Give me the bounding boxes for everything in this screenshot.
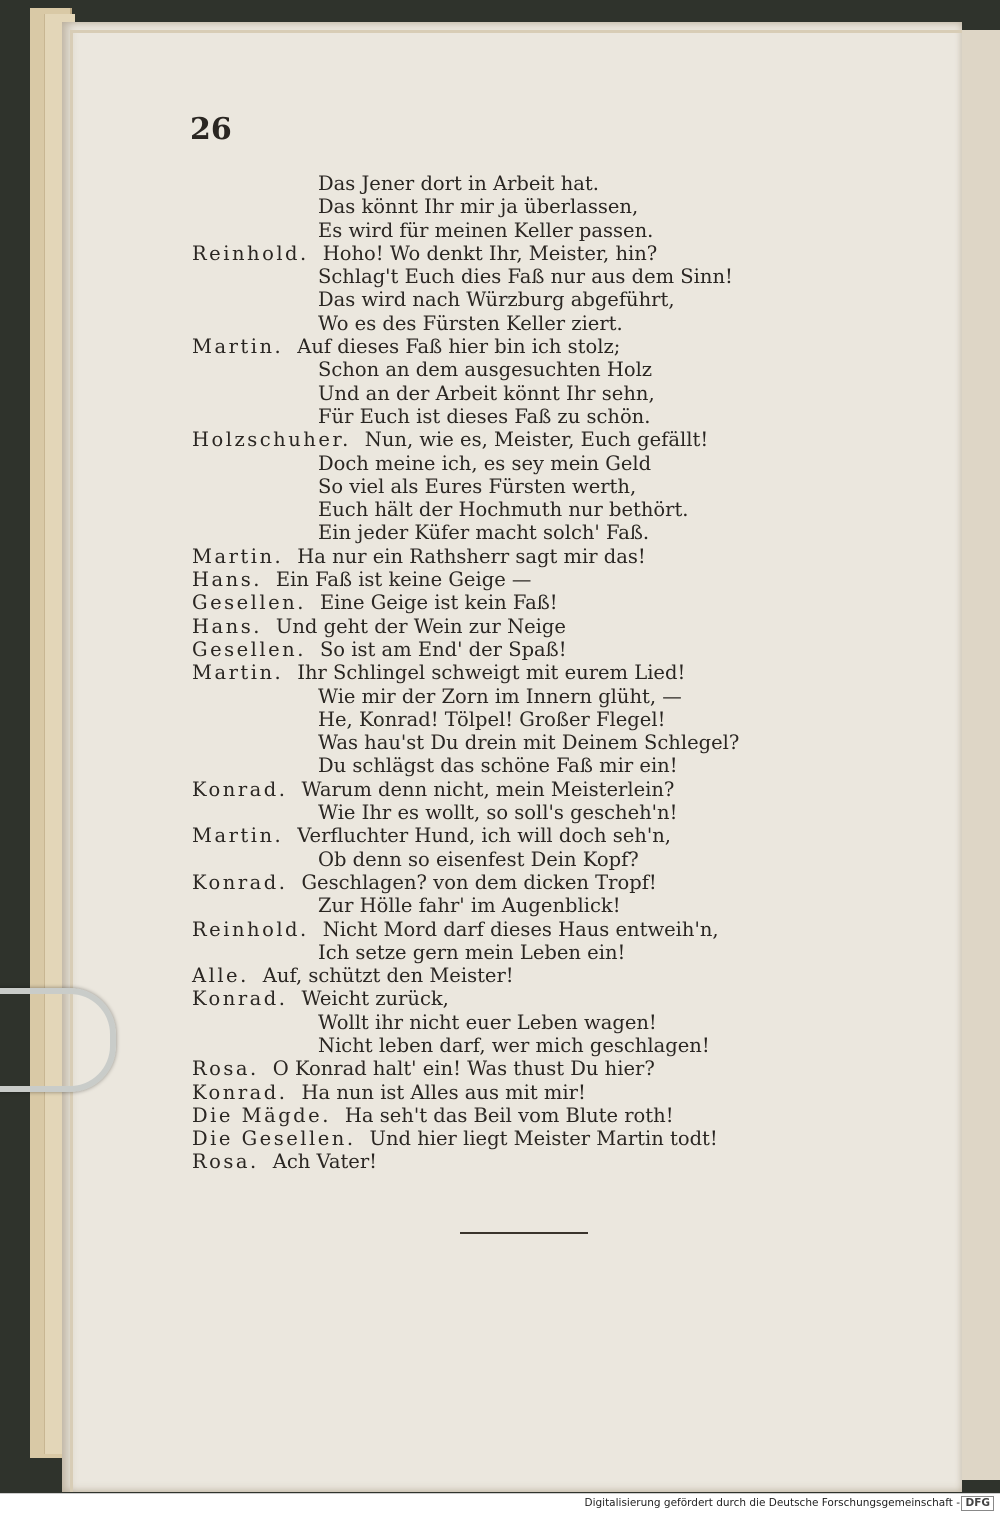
dialogue-text: Hoho! Wo denkt Ihr, Meister, hin? <box>322 241 658 265</box>
text-line <box>192 382 772 405</box>
text-line <box>192 312 772 335</box>
text-line <box>192 1011 772 1034</box>
page-number: 26 <box>190 112 232 147</box>
dialogue-text: Doch meine ich, es sey mein Geld <box>318 451 652 475</box>
dialogue-text: Schon an dem ausgesuchten Holz <box>318 358 653 382</box>
text-line <box>192 1150 772 1173</box>
text-line <box>192 1057 772 1080</box>
dialogue-text: Es wird für meinen Keller passen. <box>318 218 654 242</box>
speaker-name: Martin. <box>192 661 284 685</box>
text-line <box>192 568 772 591</box>
dialogue-text: Eine Geige ist kein Faß! <box>319 591 558 615</box>
speaker-name: Gesellen. <box>192 591 306 615</box>
speaker-name: Gesellen. <box>192 637 306 661</box>
text-line <box>192 987 772 1010</box>
text-line <box>192 638 772 661</box>
speaker-name: Konrad. <box>192 1080 288 1104</box>
speaker-name: Rosa. <box>192 1057 259 1081</box>
text-line <box>192 685 772 708</box>
text-line <box>192 428 772 451</box>
dialogue-text: Wie mir der Zorn im Innern glüht, — <box>318 684 682 708</box>
dialogue-text: Ach Vater! <box>272 1150 377 1174</box>
speaker-name: Die Gesellen. <box>192 1127 356 1151</box>
dialogue-text: Das Jener dort in Arbeit hat. <box>318 172 599 195</box>
text-line <box>192 1034 772 1057</box>
dialogue-text: He, Konrad! Tölpel! Großer Flegel! <box>318 707 666 731</box>
speaker-name: Hans. <box>192 614 262 638</box>
text-line <box>192 894 772 917</box>
dialogue-text: Verfluchter Hund, ich will doch seh'n, <box>297 824 671 848</box>
text-line <box>192 591 772 614</box>
dialogue-text: Auf dieses Faß hier bin ich stolz; <box>297 335 621 359</box>
text-line <box>192 265 772 288</box>
speaker-name: Alle. <box>192 964 249 988</box>
speaker-name: Reinhold. <box>192 241 309 265</box>
speaker-name: Rosa. <box>192 1150 259 1174</box>
text-line <box>192 848 772 871</box>
dfg-logo[interactable]: DFG <box>961 1496 994 1511</box>
speaker-name: Hans. <box>192 568 262 592</box>
speaker-name: Martin. <box>192 544 284 568</box>
dialogue-text: Das könnt Ihr mir ja überlassen, <box>318 195 639 219</box>
dialogue-text: Schlag't Euch dies Faß nur aus dem Sinn! <box>318 265 733 289</box>
dialogue-text: Nun, wie es, Meister, Euch gefällt! <box>364 428 709 452</box>
dialogue-text: Weicht zurück, <box>301 987 449 1011</box>
dialogue-text: Wo es des Fürsten Keller ziert. <box>318 311 623 335</box>
dialogue-text: Ha nur ein Rathsherr sagt mir das! <box>297 544 646 568</box>
dialogue-text: Auf, schützt den Meister! <box>262 964 514 988</box>
dialogue-text: Euch hält der Hochmuth nur bethört. <box>318 498 689 522</box>
text-line <box>192 801 772 824</box>
text-line <box>192 615 772 638</box>
speaker-name: Konrad. <box>192 987 288 1011</box>
dialogue-text: Und an der Arbeit könnt Ihr sehn, <box>318 381 655 405</box>
text-line <box>192 824 772 847</box>
speaker-name: Reinhold. <box>192 917 309 941</box>
dialogue-text: So ist am End' der Spaß! <box>319 637 567 661</box>
dialogue-text: Ha nun ist Alles aus mit mir! <box>301 1080 586 1104</box>
dialogue-text: Für Euch ist dieses Faß zu schön. <box>318 404 651 428</box>
text-line <box>192 475 772 498</box>
text-line <box>192 545 772 568</box>
text-line <box>192 731 772 754</box>
footer-bar <box>0 1493 1000 1514</box>
dialogue-text: Ich setze gern mein Leben ein! <box>318 940 626 964</box>
dialogue-text: Das wird nach Würzburg abgeführt, <box>318 288 675 312</box>
speaker-name: Konrad. <box>192 870 288 894</box>
text-line <box>192 754 772 777</box>
dialogue-text: Nicht leben darf, wer mich geschlagen! <box>318 1033 710 1057</box>
dialogue-text: So viel als Eures Fürsten werth, <box>318 474 637 498</box>
text-line <box>192 498 772 521</box>
text-line <box>192 918 772 941</box>
text-line <box>192 521 772 544</box>
text-line <box>192 195 772 218</box>
dialogue-text: Ha seh't das Beil vom Blute roth! <box>344 1103 674 1127</box>
text-line <box>192 871 772 894</box>
dialogue-text: Und hier liegt Meister Martin todt! <box>369 1127 718 1151</box>
dialogue-text: Warum denn nicht, mein Meisterlein? <box>301 777 675 801</box>
dialogue-text: Ein jeder Küfer macht solch' Faß. <box>318 521 650 545</box>
end-rule <box>460 1232 588 1234</box>
speaker-name: Martin. <box>192 824 284 848</box>
dialogue-text: Ihr Schlingel schweigt mit eurem Lied! <box>297 661 686 685</box>
text-line <box>192 219 772 242</box>
footer-credit: Digitalisierung gefördert durch die Deutsche Forschungsgemeinschaft - <box>584 1497 960 1509</box>
dialogue-text: Wollt ihr nicht euer Leben wagen! <box>318 1010 657 1034</box>
text-line <box>192 288 772 311</box>
text-line <box>192 708 772 731</box>
dialogue-text: Wie Ihr es wollt, so soll's gescheh'n! <box>318 801 678 825</box>
dialogue-text: Nicht Mord darf dieses Haus entweih'n, <box>322 917 719 941</box>
text-line <box>192 242 772 265</box>
text-line <box>192 172 772 195</box>
text-line <box>192 1104 772 1127</box>
dialogue-text: Du schlägst das schöne Faß mir ein! <box>318 754 678 778</box>
facing-page-edge <box>962 30 1000 1480</box>
text-line <box>192 964 772 987</box>
speaker-name: Martin. <box>192 335 284 359</box>
text-line <box>192 405 772 428</box>
text-line <box>192 661 772 684</box>
text-line <box>192 1127 772 1150</box>
dialogue-text: O Konrad halt' ein! Was thust Du hier? <box>272 1057 655 1081</box>
dialogue-text: Geschlagen? von dem dicken Tropf! <box>301 870 657 894</box>
speaker-name: Konrad. <box>192 777 288 801</box>
text-line <box>192 778 772 801</box>
dialogue-text: Was hau'st Du drein mit Deinem Schlegel? <box>318 731 740 755</box>
dialogue-text: Ob denn so eisenfest Dein Kopf? <box>318 847 639 871</box>
text-line <box>192 335 772 358</box>
text-line <box>192 358 772 381</box>
text-line <box>192 1081 772 1104</box>
speaker-name: Die Mägde. <box>192 1103 331 1127</box>
play-text <box>192 172 772 1174</box>
speaker-name: Holzschuher. <box>192 428 351 452</box>
dialogue-text: Und geht der Wein zur Neige <box>275 614 566 638</box>
paperclip <box>0 988 116 1092</box>
dialogue-text: Zur Hölle fahr' im Augenblick! <box>318 894 621 918</box>
dialogue-text: Ein Faß ist keine Geige — <box>275 568 532 592</box>
text-line <box>192 941 772 964</box>
text-line <box>192 452 772 475</box>
